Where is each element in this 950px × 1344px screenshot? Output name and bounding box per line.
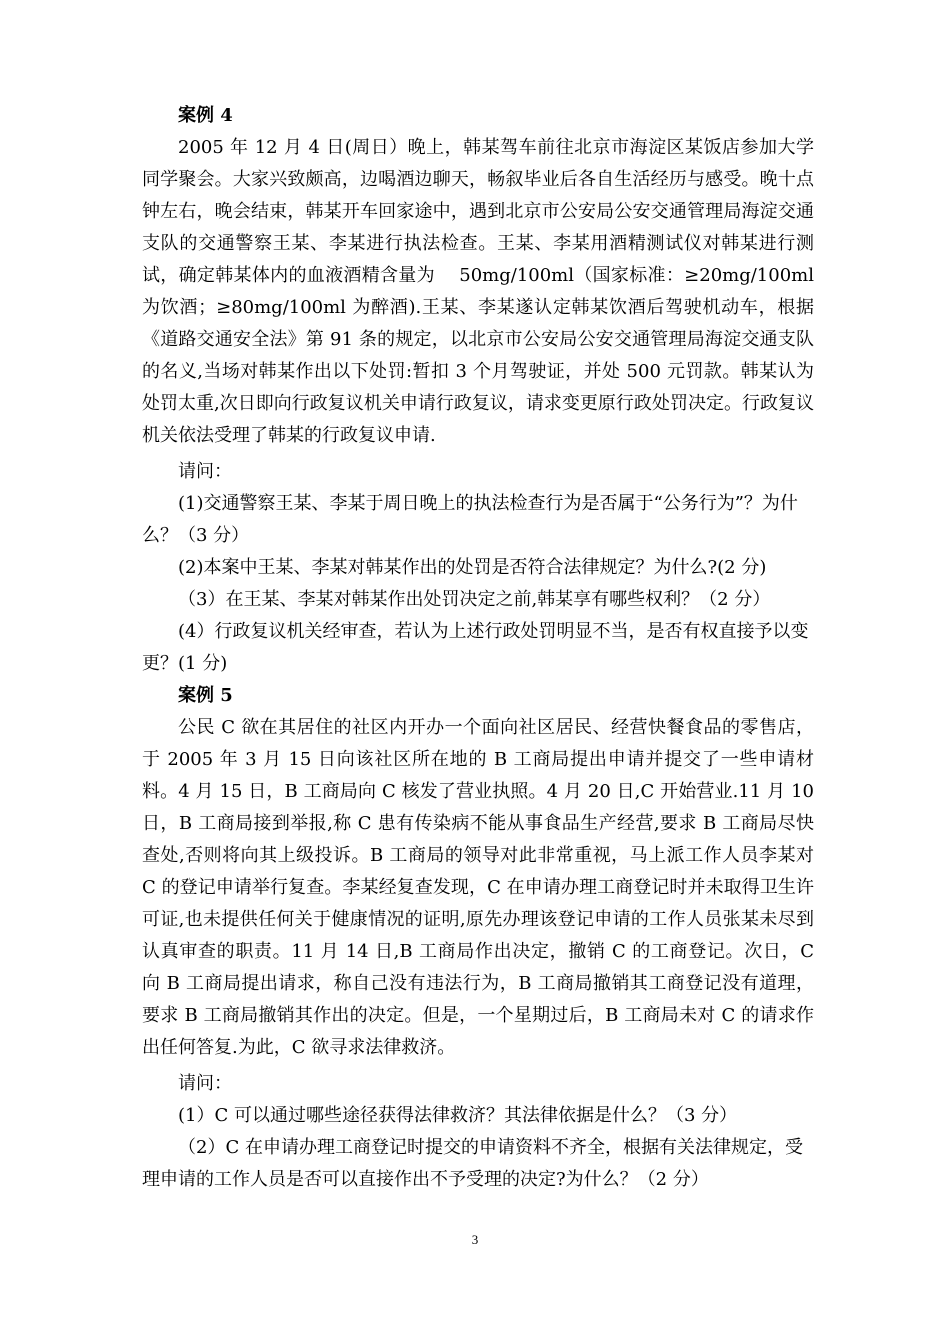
- case-5-question-2: （2）C 在申请办理工商登记时提交的申请资料不齐全，根据有关法律规定，受理申请的工作人员是否可以直接作出不予受理的决定?为什么？（2 分）: [142, 1137, 803, 1190]
- page-number: 3: [471, 1232, 479, 1247]
- case-4-question-3: （3）在王某、李某对韩某作出处罚决定之前,韩某享有哪些权利？（2 分）: [178, 589, 771, 610]
- case-5-ask-label: 请问：: [178, 1073, 232, 1094]
- case-4-body: 2005 年 12 月 4 日(周日）晚上，韩某驾车前往北京市海淀区某饭店参加大学同学聚会。大家兴致颇高，边喝酒边聊天，畅叙毕业后各自生活经历与感受。晚十点钟左右，晚会结束，韩某开车回家途中，遇到北京市公安局公安交通管理局海淀交通支队的交通警察王某、李某进行执法检查。王某、李某用酒精测试仪对韩某进行测试，确定韩某体内的血液酒精含量为 50mg/100ml（国家标准：≥20mg/100ml 为饮酒；≥80mg/100ml 为醉酒).王某、李某遂认定韩某饮酒后驾驶机动车，根据《道路交通安全法》第 91 条的规定，以北京市公安局公安交通管理局海淀交通支队的名义,当场对韩某作出以下处罚:暂扣 3 个月驾驶证，并处 500 元罚款。韩某认为处罚太重,次日即向行政复议机关申请行政复议，请求变更原行政处罚决定。行政复议机关依法受理了韩某的行政复议申请.: [142, 137, 814, 446]
- case-5-question-1: (1）C 可以通过哪些途径获得法律救济？其法律依据是什么？（3 分）: [178, 1105, 738, 1126]
- case-4-question-2: (2)本案中王某、李某对韩某作出的处罚是否符合法律规定？为什么?(2 分): [178, 557, 767, 578]
- case-4-ask-label: 请问：: [178, 461, 232, 482]
- case-4-heading: 案例 4: [178, 105, 233, 126]
- document-page: [142, 100, 814, 1196]
- case-5-heading: 案例 5: [178, 685, 233, 706]
- case-4-question-1: (1)交通警察王某、李某于周日晚上的执法检查行为是否属于“公务行为”？为什么？（3 分）: [142, 493, 798, 546]
- case-5-body: 公民 C 欲在其居住的社区内开办一个面向社区居民、经营快餐食品的零售店，于 2005 年 3 月 15 日向该社区所在地的 B 工商局提出申请并提交了一些申请材料。4 月 15 日，B 工商局向 C 核发了营业执照。4 月 20 日,C 开始营业.11 月 10 日，B 工商局接到举报,称 C 患有传染病不能从事食品生产经营,要求 B 工商局尽快查处,否则将向其上级投诉。B 工商局的领导对此非常重视，马上派工作人员李某对 C 的登记申请举行复查。李某经复查发现，C 在申请办理工商登记时并未取得卫生许可证,也未提供任何关于健康情况的证明,原先办理该登记申请的工作人员张某未尽到认真审查的职责。11 月 14 日,B 工商局作出决定，撤销 C 的工商登记。次日，C 向 B 工商局提出请求，称自己没有违法行为，B 工商局撤销其工商登记没有道理，要求 B 工商局撤销其作出的决定。但是，一个星期过后，B 工商局未对 C 的请求作出任何答复.为此，C 欲寻求法律救济。: [142, 717, 814, 1058]
- case-4-question-4: (4）行政复议机关经审查，若认为上述行政处罚明显不当，是否有权直接予以变更？(1 分): [142, 621, 809, 674]
